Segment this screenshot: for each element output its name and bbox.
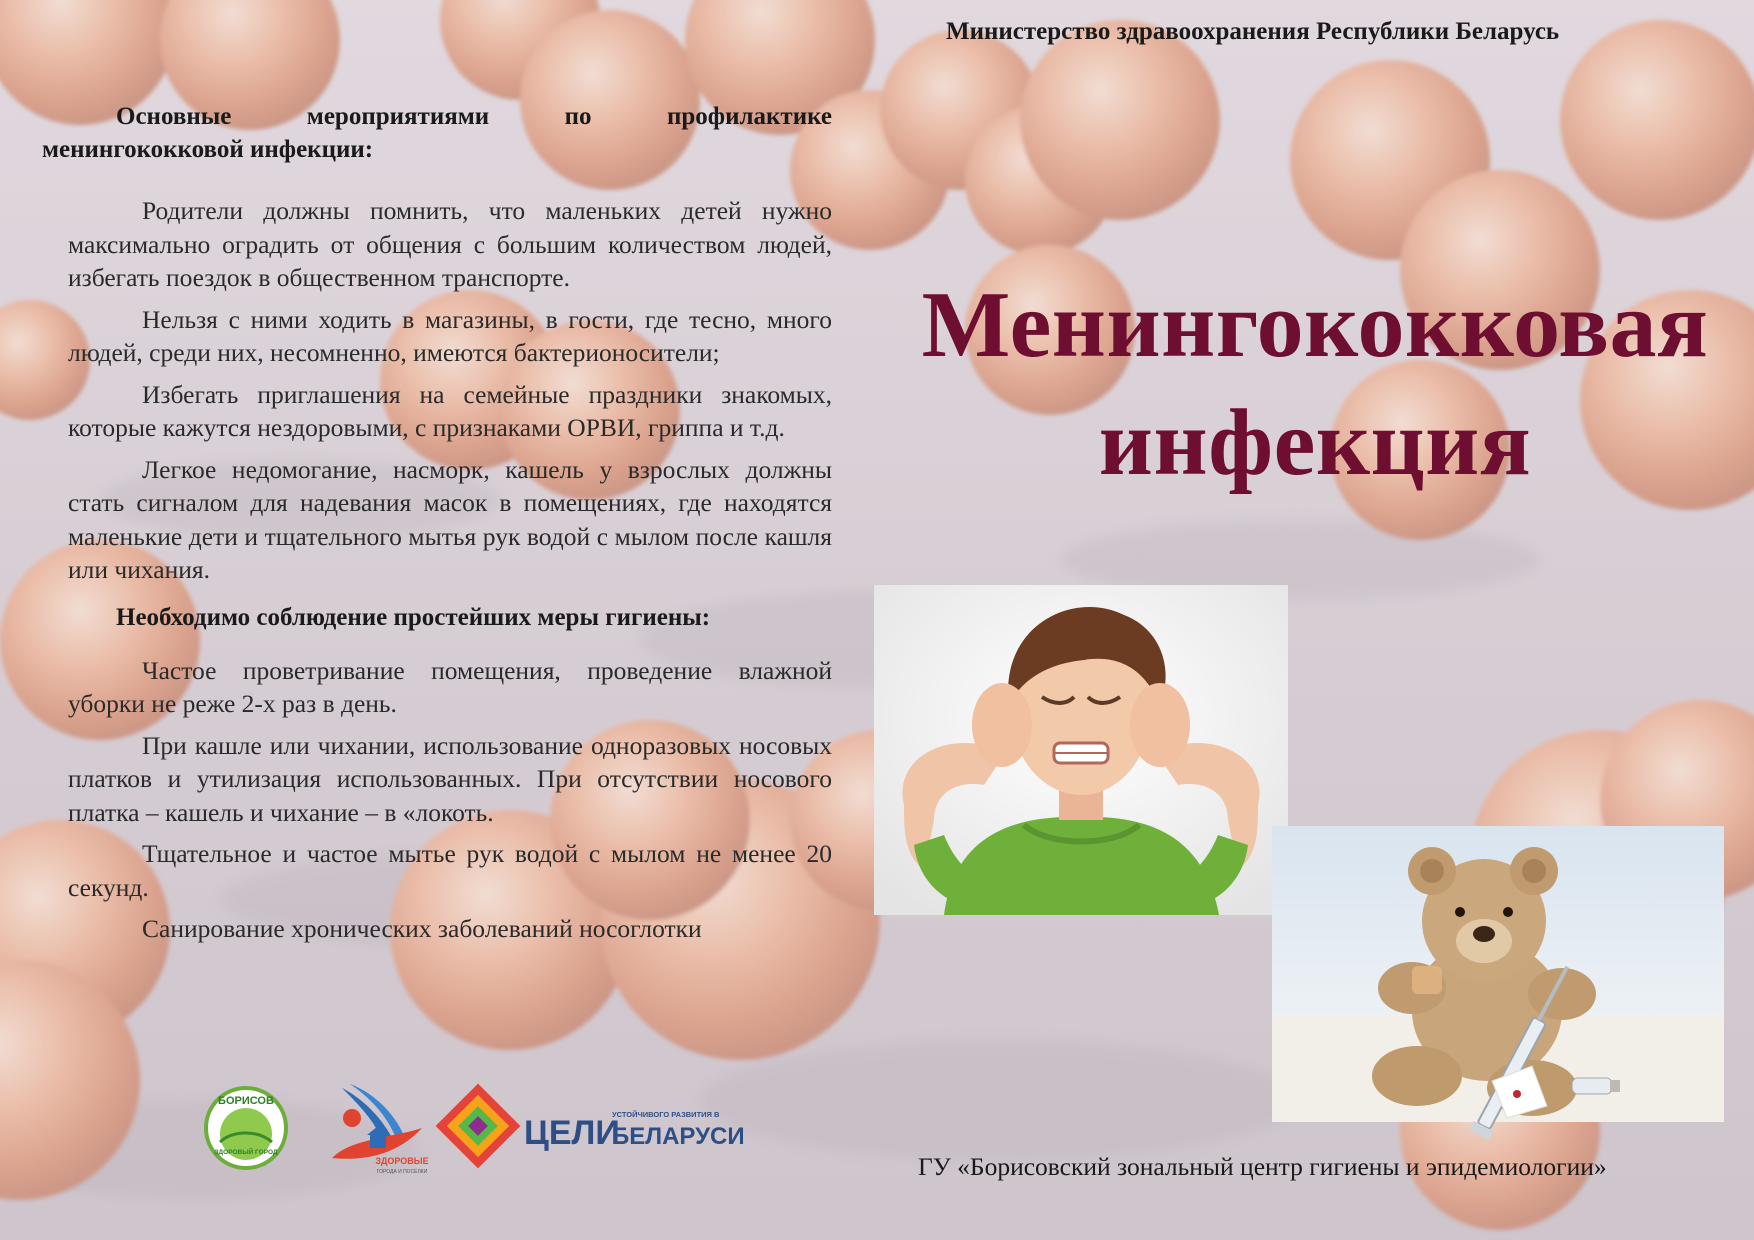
borisov-healthy-city-logo (198, 1082, 298, 1172)
paragraph: Санирование хронических заболеваний носоглотки (142, 914, 702, 943)
logos-row (198, 1080, 745, 1180)
left-column (42, 100, 832, 954)
paragraph: Родители должны помнить, что маленьких детей нужно максимально оградить от общения с большим количеством людей, избегать поездок в общественном транспорте. (68, 196, 832, 292)
title-line-2: инфекция (1098, 391, 1532, 495)
paragraph: При кашле или чихании, использование одноразовых носовых платков и утилизация использованных. При отсутствии носового платка – кашель и чихание – в «локоть. (68, 730, 832, 827)
goals-logo-small-text: УСТОЙЧИВОГО РАЗВИТИЯ В (612, 1110, 720, 1119)
paragraph: Тщательное и частое мытье рук водой с мылом не менее 20 секунд. (68, 839, 832, 902)
section-heading-prevention: Основные мероприятиями по профилактике менингококковой инфекции: (42, 103, 832, 163)
ministry-header: Министерство здравоохранения Республики Беларусь (946, 18, 1560, 45)
footer-organization: ГУ «Борисовский зональный центр гигиены и эпидемиологии» (918, 1152, 1607, 1181)
teddy-bear-syringe-photo (1272, 826, 1724, 1122)
goals-logo-main-text: ЦЕЛИ (524, 1114, 620, 1152)
goals-logo-country-text: БЕЛАРУСИ (612, 1123, 745, 1150)
borisov-logo-text-bottom: ЗДОРОВЫЙ ГОРОД (214, 1149, 278, 1156)
healthy-cities-text: ЗДОРОВЫЕ (375, 1156, 429, 1166)
section-heading-hygiene: Необходимо соблюдение простейших меры гигиены: (116, 603, 711, 631)
title-line-1: Менингококковая (921, 273, 1709, 377)
sustainable-goals-logo (438, 1082, 745, 1172)
page-title (880, 266, 1750, 502)
healthy-cities-subtext: ГОРОДА И ПОСЕЛКИ (376, 1169, 428, 1175)
borisov-logo-text-top: БОРИСОВ (218, 1095, 274, 1107)
paragraph: Избегать приглашения на семейные праздники знакомых, которые кажутся нездоровыми, с признаками ОРВИ, гриппа и т.д. (68, 379, 832, 442)
paragraph: Частое проветривание помещения, проведение влажной уборки не реже 2-х раз в день. (68, 655, 832, 718)
child-covering-ears-photo (874, 585, 1288, 915)
healthy-cities-logo (322, 1078, 442, 1178)
paragraph: Легкое недомогание, насморк, кашель у взрослых должны стать сигналом для надевания масок в помещениях, где находятся маленькие дети и тщательного мытья рук водой с мылом после кашля или чихания. (68, 454, 832, 584)
paragraph: Нельзя с ними ходить в магазины, в гости, где тесно, много людей, среди них, несомненно, имеются бактерионосители; (68, 304, 832, 367)
